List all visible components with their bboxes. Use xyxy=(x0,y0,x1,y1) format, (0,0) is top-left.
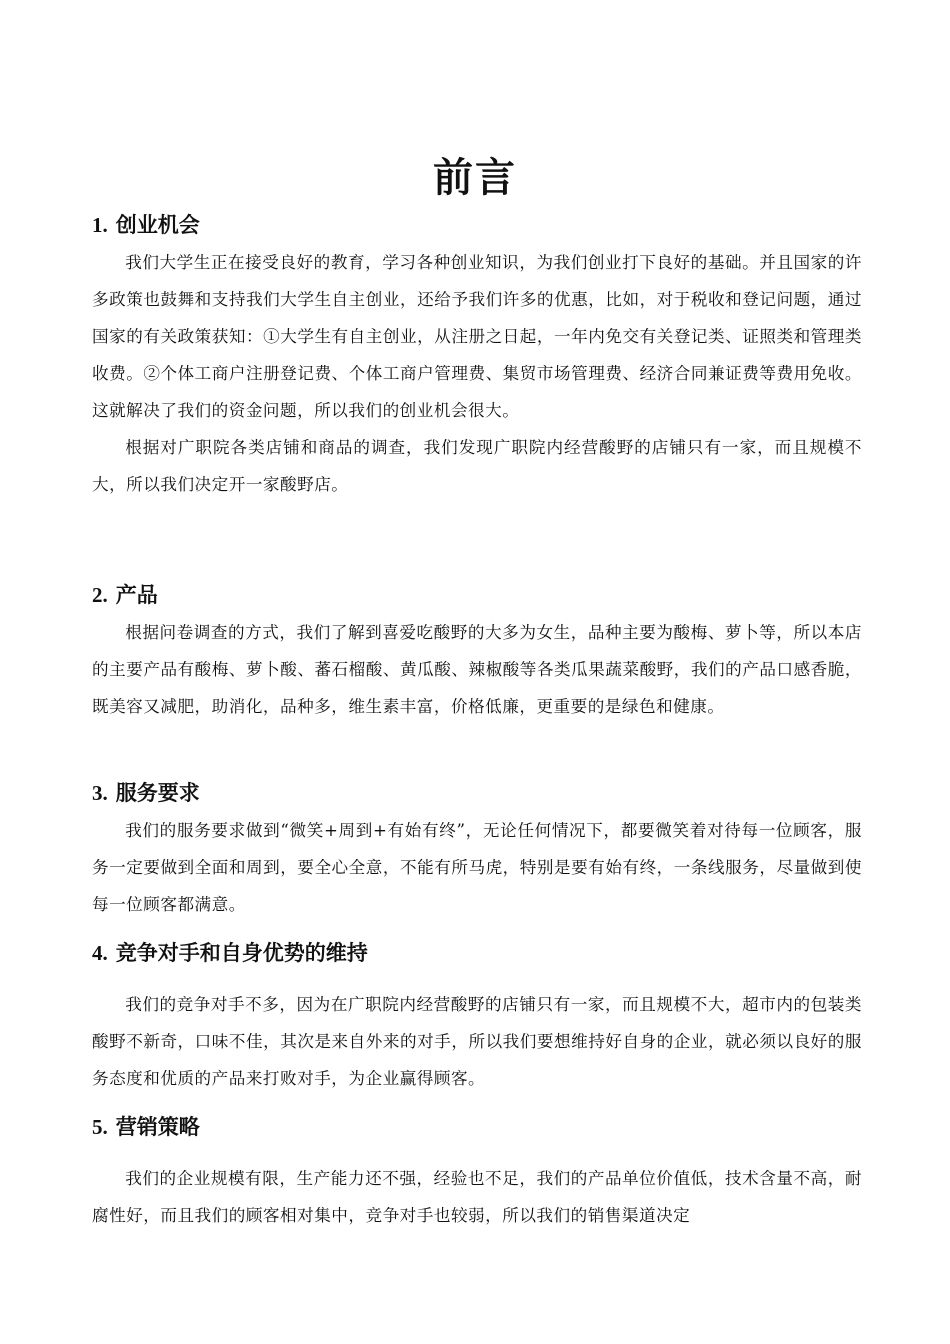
section-number: 5. xyxy=(92,1115,108,1139)
page-title: 前言 xyxy=(433,155,517,201)
section-heading xyxy=(92,1112,862,1142)
paragraph: 根据问卷调查的方式，我们了解到喜爱吃酸野的大多为女生，品种主要为酸梅、萝卜等，所以本店的主要产品有酸梅、萝卜酸、蕃石榴酸、黄瓜酸、辣椒酸等各类瓜果蔬菜酸野，我们的产品口感香脆，既美容又减肥，助消化，品种多，维生素丰富，价格低廉，更重要的是绿色和健康。 xyxy=(92,623,862,716)
paragraph: 我们大学生正在接受良好的教育，学习各种创业知识，为我们创业打下良好的基础。并且国家的许多政策也鼓舞和支持我们大学生自主创业，还给予我们许多的优惠，比如，对于税收和登记问题，通过国家的有关政策获知：①大学生有自主创业，从注册之日起，一年内免交有关登记类、证照类和管理类收费。②个体工商户注册登记费、个体工商户管理费、集贸市场管理费、经济合同兼证费等费用免收。这就解决了我们的资金问题，所以我们的创业机会很大。 xyxy=(92,253,862,420)
section-heading-text: 产品 xyxy=(115,583,158,607)
section-competition xyxy=(92,938,862,1097)
section-number: 3. xyxy=(92,781,108,805)
section-heading-text: 创业机会 xyxy=(115,213,200,237)
section-number: 4. xyxy=(92,941,108,965)
paragraph: 我们的企业规模有限，生产能力还不强，经验也不足，我们的产品单位价值低，技术含量不高，耐腐性好，而且我们的顾客相对集中，竞争对手也较弱，所以我们的销售渠道决定 xyxy=(92,1169,862,1225)
section-heading-text: 竞争对手和自身优势的维持 xyxy=(115,941,368,965)
section-heading xyxy=(92,580,862,610)
paragraph: 我们的服务要求做到“微笑+周到+有始有终”，无论任何情况下，都要微笑着对待每一位顾客，服务一定要做到全面和周到，要全心全意，不能有所马虎，特别是要有始有终，一条线服务，尽量做到使每一位顾客都满意。 xyxy=(92,821,862,914)
paragraph: 根据对广职院各类店铺和商品的调查，我们发现广职院内经营酸野的店铺只有一家，而且规模不大，所以我们决定开一家酸野店。 xyxy=(92,438,862,494)
section-product xyxy=(92,580,862,725)
paragraph: 我们的竞争对手不多，因为在广职院内经营酸野的店铺只有一家，而且规模不大，超市内的包装类酸野不新奇，口味不佳，其次是来自外来的对手，所以我们要想维持好自身的企业，就必须以良好的服务态度和优质的产品来打败对手，为企业赢得顾客。 xyxy=(92,995,862,1088)
section-marketing-strategy xyxy=(92,1112,862,1234)
section-service-requirements xyxy=(92,778,862,923)
section-heading-text: 营销策略 xyxy=(115,1115,200,1139)
section-startup-opportunity xyxy=(92,210,862,503)
section-heading xyxy=(92,778,862,808)
section-number: 2. xyxy=(92,583,108,607)
section-heading xyxy=(92,210,862,240)
section-number: 1. xyxy=(92,213,108,237)
section-heading-text: 服务要求 xyxy=(115,781,200,805)
section-heading xyxy=(92,938,862,968)
